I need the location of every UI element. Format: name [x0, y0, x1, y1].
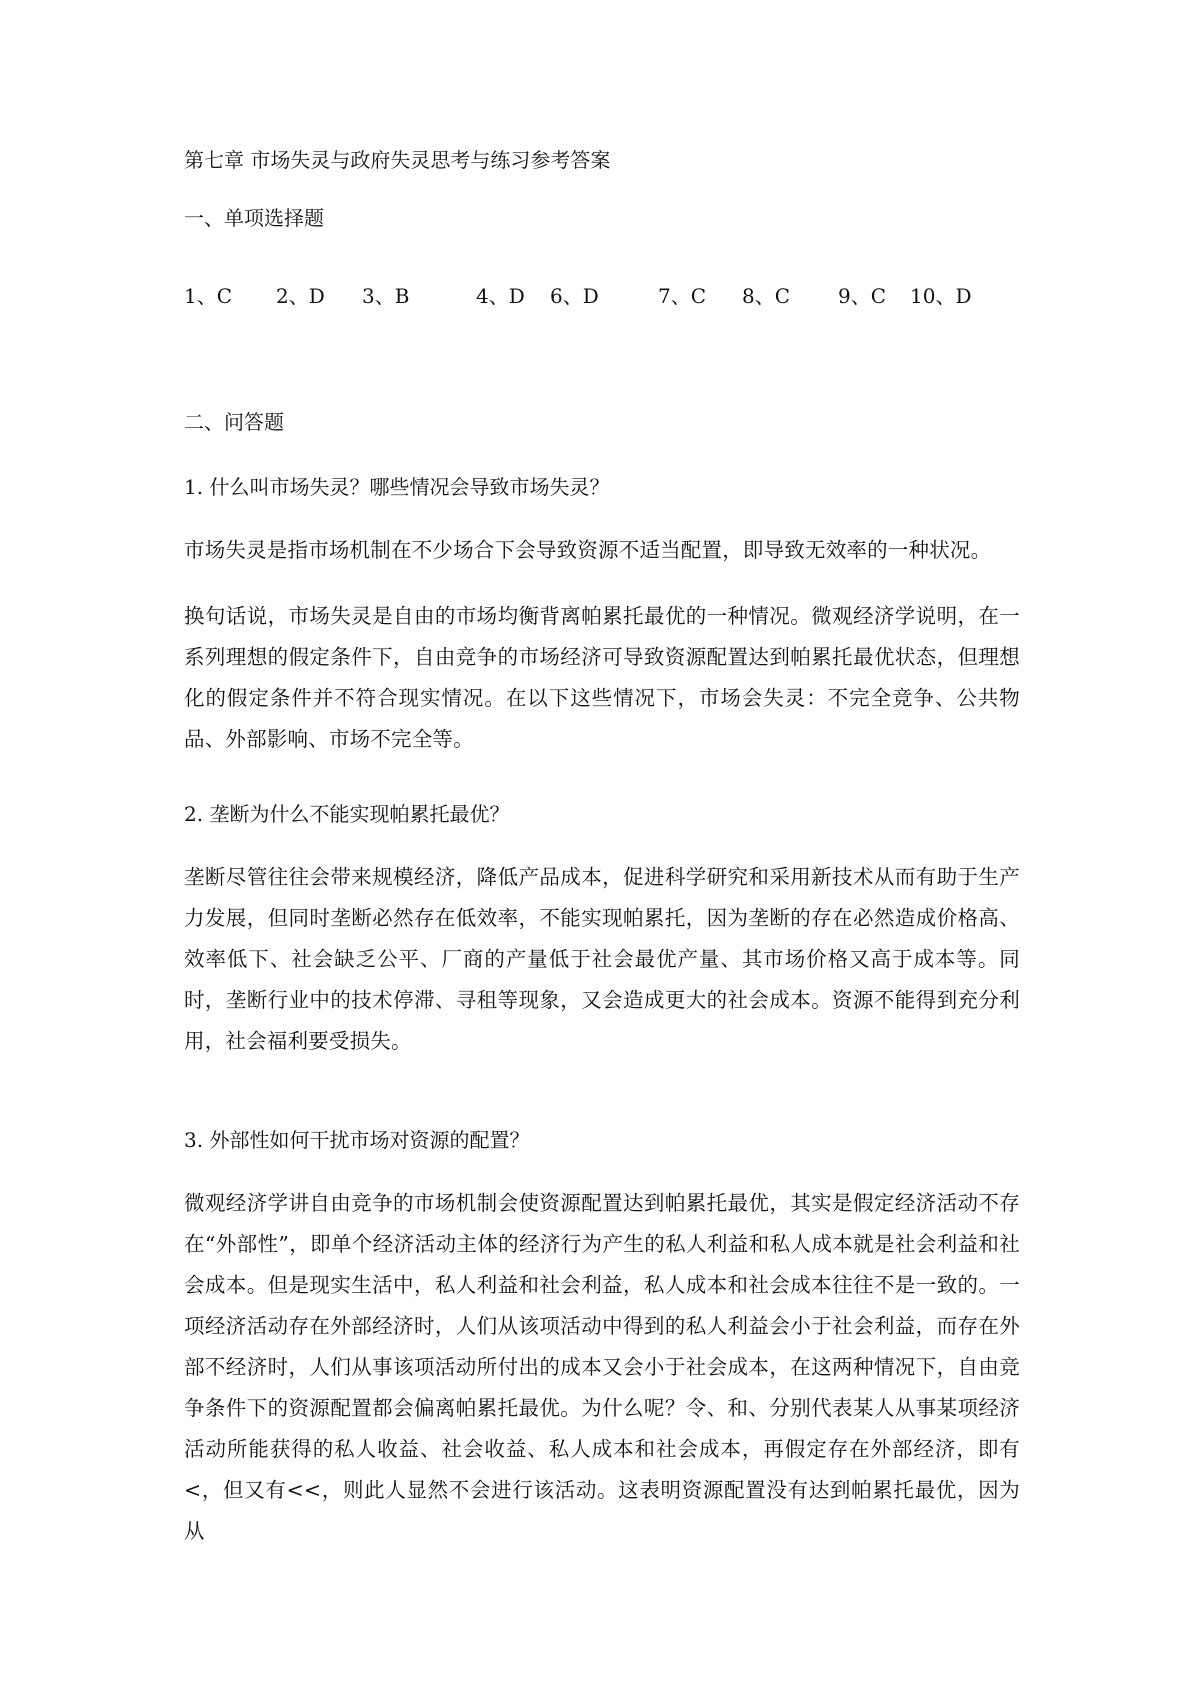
- answer-key-row: [0, 284, 1191, 314]
- answer-item: 1、C: [184, 284, 233, 308]
- answer-item: 7、C: [658, 284, 707, 308]
- answer-3-paragraph: 微观经济学讲自由竞争的市场机制会使资源配置达到帕累托最优，其实是假定经济活动不存在“外部性”，即单个经济活动主体的经济行为产生的私人利益和私人成本就是社会利益和社会成本。但是现实生活中，私人利益和社会利益，私人成本和社会成本往往不是一致的。一项经济活动存在外部经济时，人们从该项活动中得到的私人利益会小于社会利益，而存在外部不经济时，人们从事该项活动所付出的成本又会小于社会成本，在这两种情况下，自由竞争条件下的资源配置都会偏离帕累托最优。为什么呢？令、和、分别代表某人从事某项经济活动所能获得的私人收益、社会收益、私人成本和社会成本，再假定存在外部经济，即有<，但又有<<，则此人显然不会进行该活动。这表明资源配置没有达到帕累托最优，因为从: [184, 1191, 1020, 1543]
- answer-1-line: 市场失灵是指市场机制在不少场合下会导致资源不适当配置，即导致无效率的一种状况。: [184, 538, 992, 562]
- answer-item: 3、B: [362, 284, 410, 308]
- section-heading-qa: 二、问答题: [184, 410, 284, 434]
- answer-item: 2、D: [276, 284, 325, 308]
- answer-item: 4、D: [476, 284, 525, 308]
- answer-1-paragraph: 换句话说，市场失灵是自由的市场均衡背离帕累托最优的一种情况。微观经济学说明，在一系列理想的假定条件下，自由竞争的市场经济可导致资源配置达到帕累托最优状态，但理想化的假定条件并不符合现实情况。在以下这些情况下，市场会失灵：不完全竞争、公共物品、外部影响、市场不完全等。: [184, 604, 1020, 751]
- answer-item: 9、C: [838, 284, 887, 308]
- page-title: 第七章 市场失灵与政府失灵思考与练习参考答案: [184, 148, 611, 172]
- answer-item: 6、D: [550, 284, 599, 308]
- section-heading-choice: 一、单项选择题: [184, 206, 324, 230]
- question-2: 2. 垄断为什么不能实现帕累托最优？: [184, 802, 510, 826]
- question-1: 1. 什么叫市场失灵？哪些情况会导致市场失灵？: [184, 475, 610, 499]
- answer-item: 8、C: [742, 284, 791, 308]
- answer-item: 10、D: [910, 284, 972, 308]
- question-3: 3. 外部性如何干扰市场对资源的配置？: [184, 1128, 530, 1152]
- answer-2-paragraph: 垄断尽管往往会带来规模经济，降低产品成本，促进科学研究和采用新技术从而有助于生产力发展，但同时垄断必然存在低效率，不能实现帕累托，因为垄断的存在必然造成价格高、效率低下、社会缺乏公平、厂商的产量低于社会最优产量、其市场价格又高于成本等。同时，垄断行业中的技术停滞、寻租等现象，又会造成更大的社会成本。资源不能得到充分利用，社会福利要受损失。: [184, 865, 1020, 1053]
